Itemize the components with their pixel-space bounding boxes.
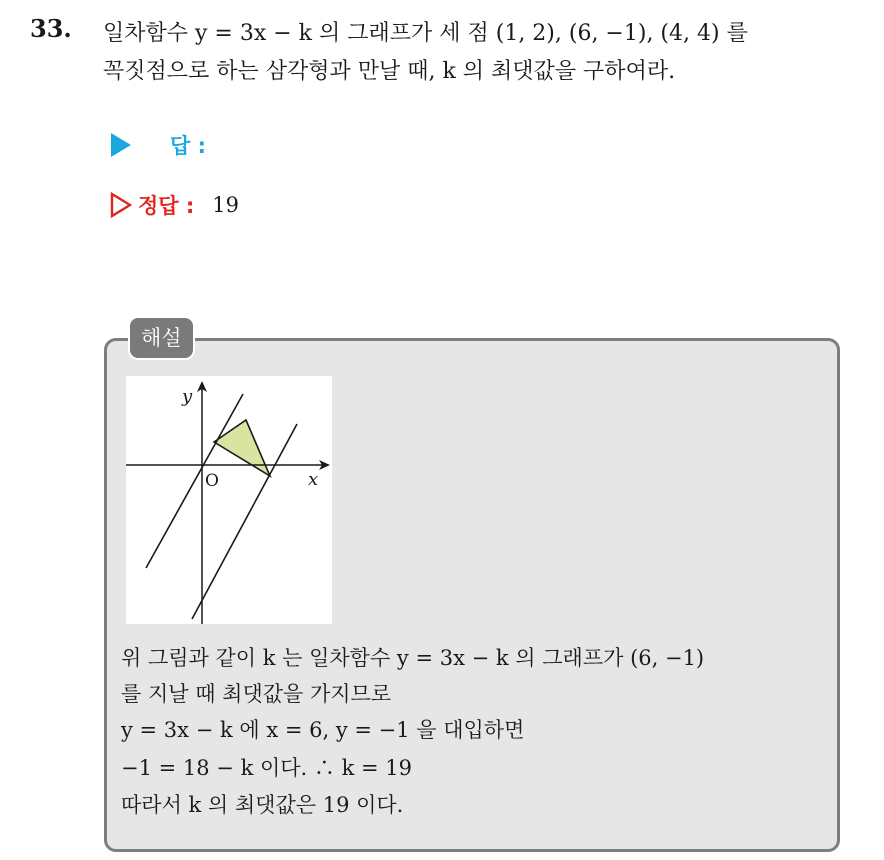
question-text-line-2: 꼭짓점으로 하는 삼각형과 만날 때, k 의 최댓값을 구하여라.	[103, 59, 676, 84]
triangle-region	[214, 420, 270, 476]
explanation-graph	[126, 376, 332, 624]
question-text-line-1: 일차함수 y = 3x − k 의 그래프가 세 점 (1, 2), (6, −1), (4, 4) 를	[103, 21, 748, 46]
y-axis-label: y	[182, 386, 193, 407]
line-through-min	[146, 394, 243, 568]
solution-line-3: y = 3x − k 에 x = 6, y = −1 을 대입하면	[121, 718, 525, 742]
play-triangle-icon	[110, 132, 132, 158]
outline-triangle-icon	[110, 192, 132, 218]
correct-answer-label: 정답 :	[138, 194, 195, 218]
solution-line-4: −1 = 18 − k 이다. ∴ k = 19	[121, 756, 412, 780]
answer-row	[110, 130, 206, 160]
explanation-tag: 해설	[128, 316, 195, 360]
solution-line-5: 따라서 k 의 최댓값은 19 이다.	[121, 793, 404, 817]
solution-line-1: 위 그림과 같이 k 는 일차함수 y = 3x − k 의 그래프가 (6, −1)	[121, 646, 705, 670]
correct-answer-value: 19	[212, 193, 240, 217]
question-number: 33.	[30, 14, 72, 43]
origin-label: O	[205, 471, 219, 491]
x-axis-label: x	[308, 469, 319, 490]
solution-line-2: 를 지날 때 최댓값을 가지므로	[121, 682, 392, 706]
correct-answer-row	[110, 190, 239, 220]
answer-label: 답 :	[170, 134, 206, 158]
